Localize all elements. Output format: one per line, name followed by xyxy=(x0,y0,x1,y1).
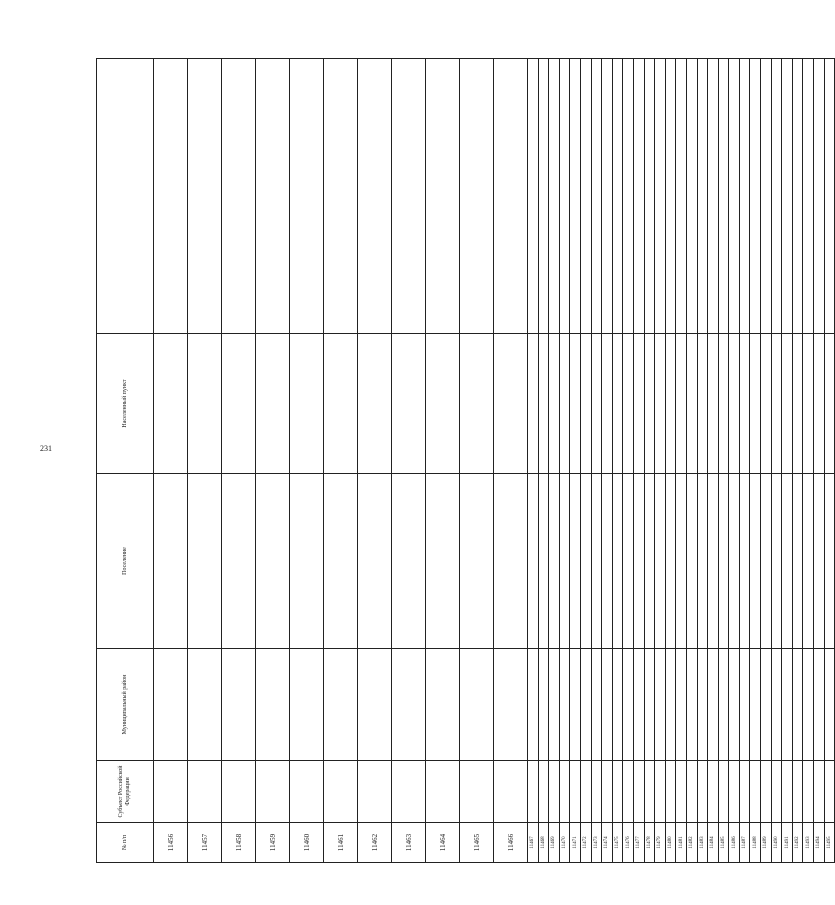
cell-subject xyxy=(559,761,570,823)
cell-availability xyxy=(358,59,392,334)
cell-availability xyxy=(718,59,729,334)
cell-locality xyxy=(750,334,761,474)
cell-availability xyxy=(602,59,613,334)
cell-settlement xyxy=(591,474,602,649)
cell-municipal xyxy=(718,649,729,761)
cell-availability xyxy=(538,59,549,334)
cell-settlement xyxy=(570,474,581,649)
cell-subject xyxy=(729,761,740,823)
cell-subject xyxy=(782,761,793,823)
cell-municipal xyxy=(591,649,602,761)
table-row xyxy=(549,59,560,863)
cell-settlement xyxy=(324,474,358,649)
cell-locality xyxy=(290,334,324,474)
cell-availability xyxy=(708,59,719,334)
cell-locality xyxy=(686,334,697,474)
cell-settlement xyxy=(761,474,772,649)
cell-municipal xyxy=(612,649,623,761)
cell-settlement xyxy=(718,474,729,649)
cell-locality xyxy=(570,334,581,474)
cell-settlement xyxy=(686,474,697,649)
cell-availability xyxy=(792,59,803,334)
cell-availability xyxy=(623,59,634,334)
cell-subject xyxy=(708,761,719,823)
cell-availability xyxy=(729,59,740,334)
cell-subject xyxy=(750,761,761,823)
cell-availability xyxy=(494,59,528,334)
cell-settlement xyxy=(814,474,825,649)
cell-availability xyxy=(392,59,426,334)
table-row xyxy=(824,59,835,863)
cell-locality xyxy=(803,334,814,474)
cell-subject xyxy=(814,761,825,823)
settlements-table xyxy=(96,58,835,863)
cell-municipal xyxy=(392,649,426,761)
table-row xyxy=(612,59,623,863)
cell-subject xyxy=(644,761,655,823)
cell-num: 11477 xyxy=(633,823,644,863)
cell-num: 11484 xyxy=(708,823,719,863)
cell-settlement xyxy=(538,474,549,649)
cell-availability xyxy=(591,59,602,334)
cell-availability xyxy=(426,59,460,334)
cell-availability xyxy=(750,59,761,334)
header-settlement: Поселение xyxy=(97,474,154,649)
table-row xyxy=(729,59,740,863)
cell-settlement xyxy=(494,474,528,649)
cell-municipal xyxy=(761,649,772,761)
cell-num: 11463 xyxy=(392,823,426,863)
cell-availability xyxy=(644,59,655,334)
header-availability xyxy=(97,59,154,334)
cell-locality xyxy=(559,334,570,474)
cell-municipal xyxy=(222,649,256,761)
cell-subject xyxy=(676,761,687,823)
cell-settlement xyxy=(655,474,666,649)
cell-municipal xyxy=(782,649,793,761)
cell-num: 11456 xyxy=(154,823,188,863)
table-row xyxy=(814,59,825,863)
cell-availability xyxy=(665,59,676,334)
cell-municipal xyxy=(559,649,570,761)
cell-locality xyxy=(761,334,772,474)
cell-settlement xyxy=(358,474,392,649)
cell-availability xyxy=(697,59,708,334)
cell-subject xyxy=(324,761,358,823)
header-locality: Населенный пункт xyxy=(97,334,154,474)
cell-locality xyxy=(222,334,256,474)
cell-municipal xyxy=(538,649,549,761)
cell-locality xyxy=(392,334,426,474)
cell-municipal xyxy=(655,649,666,761)
table-row xyxy=(256,59,290,863)
cell-locality xyxy=(591,334,602,474)
cell-num: 11478 xyxy=(644,823,655,863)
cell-num: 11473 xyxy=(591,823,602,863)
table-row xyxy=(494,59,528,863)
cell-subject xyxy=(188,761,222,823)
table-row xyxy=(782,59,793,863)
cell-locality xyxy=(655,334,666,474)
cell-settlement xyxy=(782,474,793,649)
cell-availability xyxy=(612,59,623,334)
cell-locality xyxy=(824,334,835,474)
cell-locality xyxy=(528,334,539,474)
cell-subject xyxy=(771,761,782,823)
cell-locality xyxy=(708,334,719,474)
cell-availability xyxy=(676,59,687,334)
table-row xyxy=(290,59,324,863)
cell-locality xyxy=(358,334,392,474)
cell-locality xyxy=(154,334,188,474)
cell-settlement xyxy=(392,474,426,649)
cell-num: 11486 xyxy=(729,823,740,863)
cell-settlement xyxy=(803,474,814,649)
table-row xyxy=(708,59,719,863)
table-row xyxy=(392,59,426,863)
table-row xyxy=(426,59,460,863)
cell-subject xyxy=(580,761,591,823)
cell-settlement xyxy=(824,474,835,649)
cell-locality xyxy=(782,334,793,474)
table-row xyxy=(676,59,687,863)
cell-municipal xyxy=(771,649,782,761)
cell-municipal xyxy=(602,649,613,761)
cell-num: 11481 xyxy=(676,823,687,863)
cell-subject xyxy=(538,761,549,823)
cell-locality xyxy=(580,334,591,474)
cell-num: 11490 xyxy=(771,823,782,863)
cell-settlement xyxy=(750,474,761,649)
cell-subject xyxy=(256,761,290,823)
cell-settlement xyxy=(771,474,782,649)
cell-settlement xyxy=(644,474,655,649)
cell-settlement xyxy=(697,474,708,649)
cell-locality xyxy=(602,334,613,474)
cell-settlement xyxy=(528,474,539,649)
cell-subject xyxy=(718,761,729,823)
cell-locality xyxy=(324,334,358,474)
cell-availability xyxy=(771,59,782,334)
table-row xyxy=(570,59,581,863)
cell-settlement xyxy=(549,474,560,649)
cell-municipal xyxy=(665,649,676,761)
cell-subject xyxy=(612,761,623,823)
cell-locality xyxy=(633,334,644,474)
cell-num: 11465 xyxy=(460,823,494,863)
header-num: № п/п xyxy=(97,823,154,863)
table-row xyxy=(222,59,256,863)
cell-availability xyxy=(528,59,539,334)
cell-subject xyxy=(591,761,602,823)
table-row xyxy=(538,59,549,863)
cell-municipal xyxy=(676,649,687,761)
cell-settlement xyxy=(792,474,803,649)
cell-num: 11475 xyxy=(612,823,623,863)
cell-municipal xyxy=(324,649,358,761)
cell-num: 11479 xyxy=(655,823,666,863)
cell-municipal xyxy=(570,649,581,761)
cell-municipal xyxy=(549,649,560,761)
table-row xyxy=(750,59,761,863)
cell-municipal xyxy=(708,649,719,761)
table-row xyxy=(686,59,697,863)
cell-num: 11485 xyxy=(718,823,729,863)
cell-municipal xyxy=(358,649,392,761)
cell-municipal xyxy=(814,649,825,761)
cell-availability xyxy=(549,59,560,334)
cell-locality xyxy=(676,334,687,474)
cell-availability xyxy=(803,59,814,334)
table-row xyxy=(644,59,655,863)
cell-municipal xyxy=(580,649,591,761)
cell-subject xyxy=(655,761,666,823)
cell-num: 11471 xyxy=(570,823,581,863)
cell-settlement xyxy=(290,474,324,649)
cell-locality xyxy=(426,334,460,474)
cell-settlement xyxy=(222,474,256,649)
cell-settlement xyxy=(426,474,460,649)
cell-availability xyxy=(222,59,256,334)
cell-num: 11461 xyxy=(324,823,358,863)
cell-locality xyxy=(665,334,676,474)
cell-locality xyxy=(256,334,290,474)
cell-settlement xyxy=(154,474,188,649)
table-row xyxy=(559,59,570,863)
cell-settlement xyxy=(460,474,494,649)
cell-subject xyxy=(623,761,634,823)
table-body xyxy=(154,59,835,863)
table-row xyxy=(633,59,644,863)
cell-municipal xyxy=(154,649,188,761)
cell-municipal xyxy=(686,649,697,761)
cell-num: 11476 xyxy=(623,823,634,863)
cell-availability xyxy=(824,59,835,334)
cell-settlement xyxy=(256,474,290,649)
cell-locality xyxy=(697,334,708,474)
cell-num: 11487 xyxy=(739,823,750,863)
cell-settlement xyxy=(580,474,591,649)
cell-num: 11468 xyxy=(538,823,549,863)
table-row xyxy=(771,59,782,863)
cell-municipal xyxy=(739,649,750,761)
cell-availability xyxy=(782,59,793,334)
table-row xyxy=(761,59,772,863)
cell-num: 11495 xyxy=(824,823,835,863)
table-row xyxy=(623,59,634,863)
table-row xyxy=(154,59,188,863)
cell-availability xyxy=(154,59,188,334)
cell-num: 11464 xyxy=(426,823,460,863)
table-row xyxy=(580,59,591,863)
cell-availability xyxy=(633,59,644,334)
cell-municipal xyxy=(644,649,655,761)
cell-subject xyxy=(570,761,581,823)
table-row xyxy=(697,59,708,863)
cell-subject xyxy=(792,761,803,823)
cell-num: 11470 xyxy=(559,823,570,863)
cell-subject xyxy=(460,761,494,823)
cell-num: 11474 xyxy=(602,823,613,863)
cell-num: 11483 xyxy=(697,823,708,863)
cell-settlement xyxy=(739,474,750,649)
cell-num: 11457 xyxy=(188,823,222,863)
cell-num: 11493 xyxy=(803,823,814,863)
cell-subject xyxy=(761,761,772,823)
cell-num: 11494 xyxy=(814,823,825,863)
table-row xyxy=(188,59,222,863)
cell-subject xyxy=(824,761,835,823)
table-row xyxy=(803,59,814,863)
cell-num: 11462 xyxy=(358,823,392,863)
cell-subject xyxy=(697,761,708,823)
cell-settlement xyxy=(188,474,222,649)
cell-availability xyxy=(686,59,697,334)
rotated-page-content xyxy=(96,58,832,863)
cell-subject xyxy=(602,761,613,823)
cell-municipal xyxy=(494,649,528,761)
cell-municipal xyxy=(290,649,324,761)
cell-availability xyxy=(256,59,290,334)
cell-locality xyxy=(792,334,803,474)
cell-num: 11467 xyxy=(528,823,539,863)
cell-availability xyxy=(580,59,591,334)
cell-locality xyxy=(549,334,560,474)
cell-num: 11482 xyxy=(686,823,697,863)
cell-availability xyxy=(188,59,222,334)
cell-subject xyxy=(665,761,676,823)
cell-num: 11460 xyxy=(290,823,324,863)
cell-municipal xyxy=(633,649,644,761)
cell-num: 11491 xyxy=(782,823,793,863)
cell-subject xyxy=(528,761,539,823)
cell-settlement xyxy=(665,474,676,649)
cell-municipal xyxy=(426,649,460,761)
header-municipal: Муниципальный район xyxy=(97,649,154,761)
cell-subject xyxy=(426,761,460,823)
cell-locality xyxy=(612,334,623,474)
table-row xyxy=(591,59,602,863)
cell-num: 11472 xyxy=(580,823,591,863)
cell-settlement xyxy=(708,474,719,649)
cell-municipal xyxy=(623,649,634,761)
cell-municipal xyxy=(256,649,290,761)
table-header-row xyxy=(97,59,154,863)
cell-municipal xyxy=(792,649,803,761)
cell-locality xyxy=(739,334,750,474)
table-row xyxy=(792,59,803,863)
cell-subject xyxy=(290,761,324,823)
table-row xyxy=(739,59,750,863)
cell-municipal xyxy=(750,649,761,761)
cell-availability xyxy=(739,59,750,334)
cell-num: 11459 xyxy=(256,823,290,863)
cell-locality xyxy=(460,334,494,474)
cell-settlement xyxy=(623,474,634,649)
cell-municipal xyxy=(824,649,835,761)
header-subject: Субъект Российской Федерации xyxy=(97,761,154,823)
cell-num: 11492 xyxy=(792,823,803,863)
cell-settlement xyxy=(559,474,570,649)
cell-num: 11469 xyxy=(549,823,560,863)
cell-availability xyxy=(570,59,581,334)
table-row xyxy=(602,59,613,863)
table-row xyxy=(718,59,729,863)
cell-subject xyxy=(803,761,814,823)
cell-num: 11489 xyxy=(761,823,772,863)
cell-num: 11466 xyxy=(494,823,528,863)
cell-subject xyxy=(739,761,750,823)
table-row xyxy=(665,59,676,863)
cell-locality xyxy=(814,334,825,474)
cell-locality xyxy=(623,334,634,474)
cell-settlement xyxy=(602,474,613,649)
cell-availability xyxy=(761,59,772,334)
cell-availability xyxy=(814,59,825,334)
cell-settlement xyxy=(612,474,623,649)
cell-settlement xyxy=(676,474,687,649)
cell-availability xyxy=(460,59,494,334)
cell-settlement xyxy=(633,474,644,649)
cell-municipal xyxy=(697,649,708,761)
cell-subject xyxy=(154,761,188,823)
cell-municipal xyxy=(803,649,814,761)
cell-subject xyxy=(494,761,528,823)
cell-municipal xyxy=(188,649,222,761)
page-number: 231 xyxy=(40,444,52,453)
table-row xyxy=(358,59,392,863)
table-row xyxy=(460,59,494,863)
cell-locality xyxy=(644,334,655,474)
cell-locality xyxy=(188,334,222,474)
cell-locality xyxy=(729,334,740,474)
cell-locality xyxy=(494,334,528,474)
cell-subject xyxy=(549,761,560,823)
cell-subject xyxy=(392,761,426,823)
cell-subject xyxy=(686,761,697,823)
cell-num: 11488 xyxy=(750,823,761,863)
cell-locality xyxy=(771,334,782,474)
cell-num: 11458 xyxy=(222,823,256,863)
cell-municipal xyxy=(528,649,539,761)
cell-locality xyxy=(718,334,729,474)
cell-availability xyxy=(655,59,666,334)
table-row xyxy=(655,59,666,863)
cell-num: 11480 xyxy=(665,823,676,863)
cell-availability xyxy=(324,59,358,334)
table-row xyxy=(528,59,539,863)
cell-municipal xyxy=(729,649,740,761)
cell-subject xyxy=(633,761,644,823)
cell-availability xyxy=(290,59,324,334)
cell-municipal xyxy=(460,649,494,761)
cell-locality xyxy=(538,334,549,474)
cell-availability xyxy=(559,59,570,334)
cell-subject xyxy=(222,761,256,823)
table-row xyxy=(324,59,358,863)
cell-subject xyxy=(358,761,392,823)
cell-settlement xyxy=(729,474,740,649)
